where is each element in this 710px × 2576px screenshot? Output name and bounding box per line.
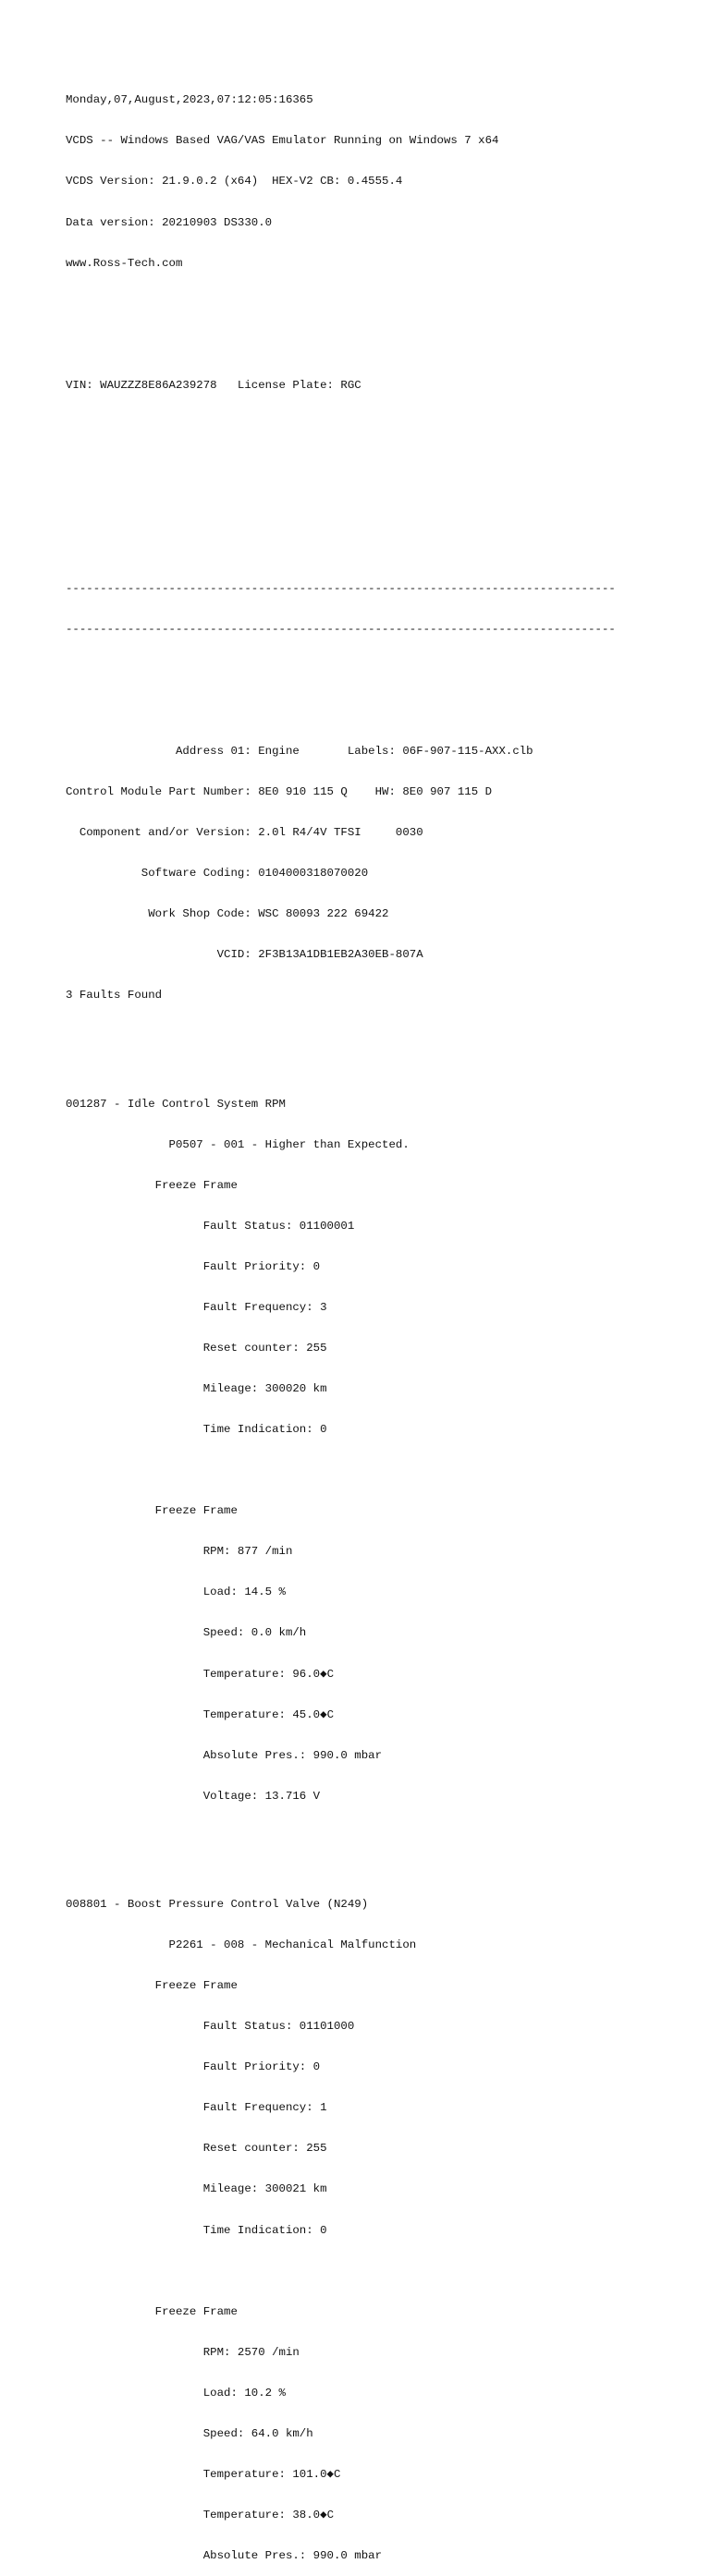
absolute-pressure: Absolute Pres.: 990.0 mbar — [66, 1748, 383, 1762]
module-address: Address 01: Engine Labels: 06F-907-115-AXX.clb — [66, 745, 533, 759]
fault-code: P0507 - 001 - Higher than Expected. — [66, 1137, 410, 1151]
load: Load: 14.5 % — [66, 1586, 286, 1599]
mileage: Mileage: 300021 km — [66, 2182, 327, 2196]
spacer — [66, 1464, 704, 1477]
spacer — [66, 338, 704, 352]
temperature: Temperature: 96.0◆C — [66, 1667, 335, 1681]
spacer — [66, 541, 704, 555]
time-indication: Time Indication: 0 — [66, 1423, 327, 1437]
report-timestamp: Monday,07,August,2023,07:12:05:16365 — [66, 93, 313, 107]
spacer — [66, 460, 704, 474]
product-title: VCDS -- Windows Based VAG/VAS Emulator Running on Windows 7 x64 — [66, 134, 499, 148]
workshop-code: Work Shop Code: WSC 80093 222 69422 — [66, 907, 389, 921]
spacer — [66, 663, 704, 677]
fault-frequency: Fault Frequency: 3 — [66, 1301, 327, 1315]
mileage: Mileage: 300020 km — [66, 1382, 327, 1396]
fault-frequency: Fault Frequency: 1 — [66, 2101, 327, 2115]
vcds-report — [66, 67, 704, 2576]
data-version: Data version: 20210903 DS330.0 — [66, 215, 273, 229]
fault-priority: Fault Priority: 0 — [66, 2060, 321, 2074]
spacer — [66, 298, 704, 311]
freeze-frame-label: Freeze Frame — [66, 1178, 238, 1192]
time-indication: Time Indication: 0 — [66, 2223, 327, 2237]
spacer — [66, 419, 704, 433]
separator-line: -------------------------------------------------------------------------------- — [66, 581, 616, 595]
freeze-frame-label: Freeze Frame — [66, 2304, 238, 2318]
fault-priority: Fault Priority: 0 — [66, 1260, 321, 1274]
rpm: RPM: 877 /min — [66, 1545, 293, 1559]
speed: Speed: 64.0 km/h — [66, 2426, 313, 2440]
absolute-pressure: Absolute Pres.: 990.0 mbar — [66, 2548, 383, 2562]
temperature: Temperature: 45.0◆C — [66, 1707, 335, 1721]
spacer — [66, 501, 704, 515]
module-component: Component and/or Version: 2.0l R4/4V TFSI 0030 — [66, 826, 423, 840]
fault-status: Fault Status: 01100001 — [66, 1220, 355, 1233]
freeze-frame-label: Freeze Frame — [66, 1979, 238, 1993]
spacer — [66, 704, 704, 718]
website-link[interactable]: www.Ross-Tech.com — [66, 256, 183, 270]
temperature: Temperature: 38.0◆C — [66, 2508, 335, 2521]
module-part-number: Control Module Part Number: 8E0 910 115 Q HW: 8E0 907 115 D — [66, 785, 493, 799]
fault-title: 008801 - Boost Pressure Control Valve (N249) — [66, 1898, 369, 1912]
temperature: Temperature: 101.0◆C — [66, 2467, 341, 2481]
voltage: Voltage: 13.716 V — [66, 1789, 321, 1803]
fault-status: Fault Status: 01101000 — [66, 2020, 355, 2034]
vin-line: VIN: WAUZZZ8E86A239278 License Plate: RGC — [66, 378, 361, 392]
reset-counter: Reset counter: 255 — [66, 1342, 327, 1355]
load: Load: 10.2 % — [66, 2386, 286, 2400]
separator-line: -------------------------------------------------------------------------------- — [66, 622, 616, 636]
spacer — [66, 1830, 704, 1844]
rpm: RPM: 2570 /min — [66, 2345, 300, 2359]
fault-code: P2261 - 008 - Mechanical Malfunction — [66, 1938, 417, 1952]
reset-counter: Reset counter: 255 — [66, 2142, 327, 2156]
freeze-frame-label: Freeze Frame — [66, 1504, 238, 1518]
spacer — [66, 2265, 704, 2278]
faults-summary: 3 Faults Found — [66, 989, 163, 1002]
software-coding: Software Coding: 0104000318070020 — [66, 867, 369, 881]
fault-title: 001287 - Idle Control System RPM — [66, 1097, 286, 1111]
vcid: VCID: 2F3B13A1DB1EB2A30EB-807A — [66, 948, 423, 962]
speed: Speed: 0.0 km/h — [66, 1626, 307, 1640]
vcds-version: VCDS Version: 21.9.0.2 (x64) HEX-V2 CB: 0.4555.4 — [66, 175, 403, 188]
spacer — [66, 1029, 704, 1043]
